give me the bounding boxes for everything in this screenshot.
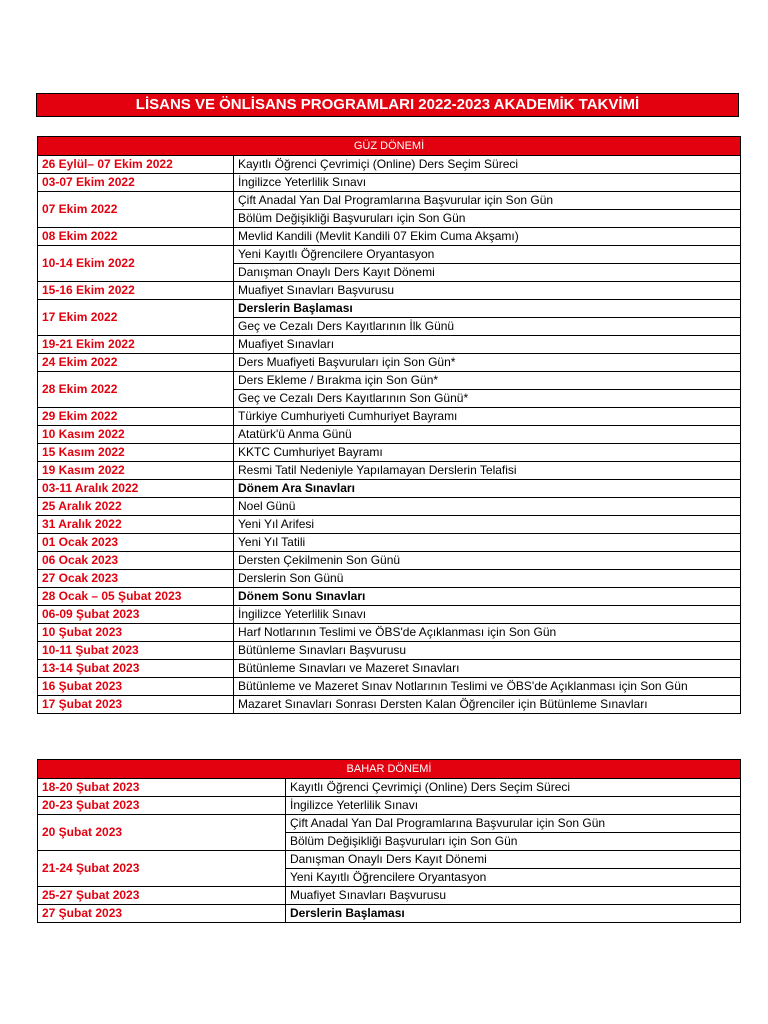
calendar-row: [38, 815, 741, 833]
event-description: Mevlid Kandili (Mevlit Kandili 07 Ekim Cuma Akşamı): [234, 228, 741, 246]
event-description: Danışman Onaylı Ders Kayıt Dönemi: [286, 851, 741, 869]
guz-heading: GÜZ DÖNEMİ: [38, 137, 741, 156]
event-description: Türkiye Cumhuriyeti Cumhuriyet Bayramı: [234, 408, 741, 426]
event-description: Bütünleme ve Mazeret Sınav Notlarının Teslimi ve ÖBS'de Açıklanması için Son Gün: [234, 678, 741, 696]
event-date: 03-07 Ekim 2022: [38, 174, 234, 192]
event-description: Mazaret Sınavları Sonrası Dersten Kalan Öğrenciler için Bütünleme Sınavları: [234, 696, 741, 714]
event-description: Bütünleme Sınavları ve Mazeret Sınavları: [234, 660, 741, 678]
event-date: 07 Ekim 2022: [38, 192, 234, 228]
event-description: Yeni Kayıtlı Öğrencilere Oryantasyon: [234, 246, 741, 264]
calendar-row: [38, 300, 741, 318]
calendar-row: [38, 660, 741, 678]
event-date: 17 Ekim 2022: [38, 300, 234, 336]
event-description: Ders Ekleme / Bırakma için Son Gün*: [234, 372, 741, 390]
event-description: Kayıtlı Öğrenci Çevrimiçi (Online) Ders Seçim Süreci: [286, 779, 741, 797]
calendar-row: [38, 426, 741, 444]
calendar-row: [38, 156, 741, 174]
calendar-row: [38, 246, 741, 264]
event-description: Bölüm Değişikliği Başvuruları için Son Gün: [286, 833, 741, 851]
event-description: İngilizce Yeterlilik Sınavı: [234, 174, 741, 192]
event-description: Çift Anadal Yan Dal Programlarına Başvurular için Son Gün: [286, 815, 741, 833]
event-date: 13-14 Şubat 2023: [38, 660, 234, 678]
event-date: 28 Ekim 2022: [38, 372, 234, 408]
event-description: Geç ve Cezalı Ders Kayıtlarının Son Günü*: [234, 390, 741, 408]
bahar-header-row: [38, 760, 741, 779]
guz-donemi-table: [37, 136, 741, 714]
calendar-row: [38, 228, 741, 246]
event-description: Ders Muafiyeti Başvuruları için Son Gün*: [234, 354, 741, 372]
calendar-row: [38, 480, 741, 498]
calendar-row: [38, 336, 741, 354]
event-description: Çift Anadal Yan Dal Programlarına Başvurular için Son Gün: [234, 192, 741, 210]
calendar-row: [38, 408, 741, 426]
event-date: 21-24 Şubat 2023: [38, 851, 286, 887]
calendar-row: [38, 282, 741, 300]
event-description: Dönem Sonu Sınavları: [234, 588, 741, 606]
event-date: 10 Kasım 2022: [38, 426, 234, 444]
event-date: 27 Şubat 2023: [38, 905, 286, 923]
calendar-row: [38, 642, 741, 660]
event-description: Geç ve Cezalı Ders Kayıtlarının İlk Günü: [234, 318, 741, 336]
calendar-row: [38, 498, 741, 516]
event-description: İngilizce Yeterlilik Sınavı: [286, 797, 741, 815]
event-description: Danışman Onaylı Ders Kayıt Dönemi: [234, 264, 741, 282]
event-date: 27 Ocak 2023: [38, 570, 234, 588]
event-description: Derslerin Başlaması: [234, 300, 741, 318]
calendar-row: [38, 588, 741, 606]
event-date: 10 Şubat 2023: [38, 624, 234, 642]
calendar-row: [38, 444, 741, 462]
event-date: 15-16 Ekim 2022: [38, 282, 234, 300]
event-description: Muafiyet Sınavları: [234, 336, 741, 354]
calendar-row: [38, 678, 741, 696]
event-description: Dönem Ara Sınavları: [234, 480, 741, 498]
calendar-row: [38, 570, 741, 588]
event-description: Atatürk'ü Anma Günü: [234, 426, 741, 444]
bahar-donemi-table: [37, 759, 741, 923]
event-description: Muafiyet Sınavları Başvurusu: [286, 887, 741, 905]
event-date: 16 Şubat 2023: [38, 678, 234, 696]
calendar-row: [38, 797, 741, 815]
event-description: Resmi Tatil Nedeniyle Yapılamayan Derslerin Telafisi: [234, 462, 741, 480]
event-date: 03-11 Aralık 2022: [38, 480, 234, 498]
event-date: 29 Ekim 2022: [38, 408, 234, 426]
calendar-row: [38, 905, 741, 923]
calendar-row: [38, 887, 741, 905]
calendar-row: [38, 851, 741, 869]
event-description: Muafiyet Sınavları Başvurusu: [234, 282, 741, 300]
calendar-row: [38, 462, 741, 480]
calendar-row: [38, 624, 741, 642]
event-description: Yeni Yıl Arifesi: [234, 516, 741, 534]
event-description: KKTC Cumhuriyet Bayramı: [234, 444, 741, 462]
event-description: Harf Notlarının Teslimi ve ÖBS'de Açıklanması için Son Gün: [234, 624, 741, 642]
bahar-heading: BAHAR DÖNEMİ: [38, 760, 741, 779]
event-date: 01 Ocak 2023: [38, 534, 234, 552]
calendar-row: [38, 534, 741, 552]
event-date: 06 Ocak 2023: [38, 552, 234, 570]
event-description: Dersten Çekilmenin Son Günü: [234, 552, 741, 570]
event-description: Derslerin Başlaması: [286, 905, 741, 923]
event-description: Bütünleme Sınavları Başvurusu: [234, 642, 741, 660]
event-date: 10-11 Şubat 2023: [38, 642, 234, 660]
event-description: İngilizce Yeterlilik Sınavı: [234, 606, 741, 624]
event-description: Yeni Yıl Tatili: [234, 534, 741, 552]
page-title: LİSANS VE ÖNLİSANS PROGRAMLARI 2022-2023 AKADEMİK TAKVİMİ: [36, 93, 739, 117]
guz-header-row: [38, 137, 741, 156]
event-date: 17 Şubat 2023: [38, 696, 234, 714]
event-description: Bölüm Değişikliği Başvuruları için Son Gün: [234, 210, 741, 228]
event-date: 18-20 Şubat 2023: [38, 779, 286, 797]
event-date: 25 Aralık 2022: [38, 498, 234, 516]
event-date: 20-23 Şubat 2023: [38, 797, 286, 815]
event-date: 26 Eylül– 07 Ekim 2022: [38, 156, 234, 174]
event-description: Kayıtlı Öğrenci Çevrimiçi (Online) Ders Seçim Süreci: [234, 156, 741, 174]
event-date: 31 Aralık 2022: [38, 516, 234, 534]
event-date: 25-27 Şubat 2023: [38, 887, 286, 905]
event-description: Noel Günü: [234, 498, 741, 516]
event-date: 28 Ocak – 05 Şubat 2023: [38, 588, 234, 606]
calendar-row: [38, 696, 741, 714]
calendar-row: [38, 606, 741, 624]
calendar-row: [38, 516, 741, 534]
event-date: 19 Kasım 2022: [38, 462, 234, 480]
event-description: Derslerin Son Günü: [234, 570, 741, 588]
calendar-row: [38, 552, 741, 570]
calendar-row: [38, 354, 741, 372]
calendar-row: [38, 174, 741, 192]
event-date: 10-14 Ekim 2022: [38, 246, 234, 282]
calendar-row: [38, 192, 741, 210]
event-description: Yeni Kayıtlı Öğrencilere Oryantasyon: [286, 869, 741, 887]
event-date: 06-09 Şubat 2023: [38, 606, 234, 624]
event-date: 15 Kasım 2022: [38, 444, 234, 462]
event-date: 24 Ekim 2022: [38, 354, 234, 372]
event-date: 08 Ekim 2022: [38, 228, 234, 246]
calendar-row: [38, 372, 741, 390]
event-date: 19-21 Ekim 2022: [38, 336, 234, 354]
calendar-row: [38, 779, 741, 797]
event-date: 20 Şubat 2023: [38, 815, 286, 851]
